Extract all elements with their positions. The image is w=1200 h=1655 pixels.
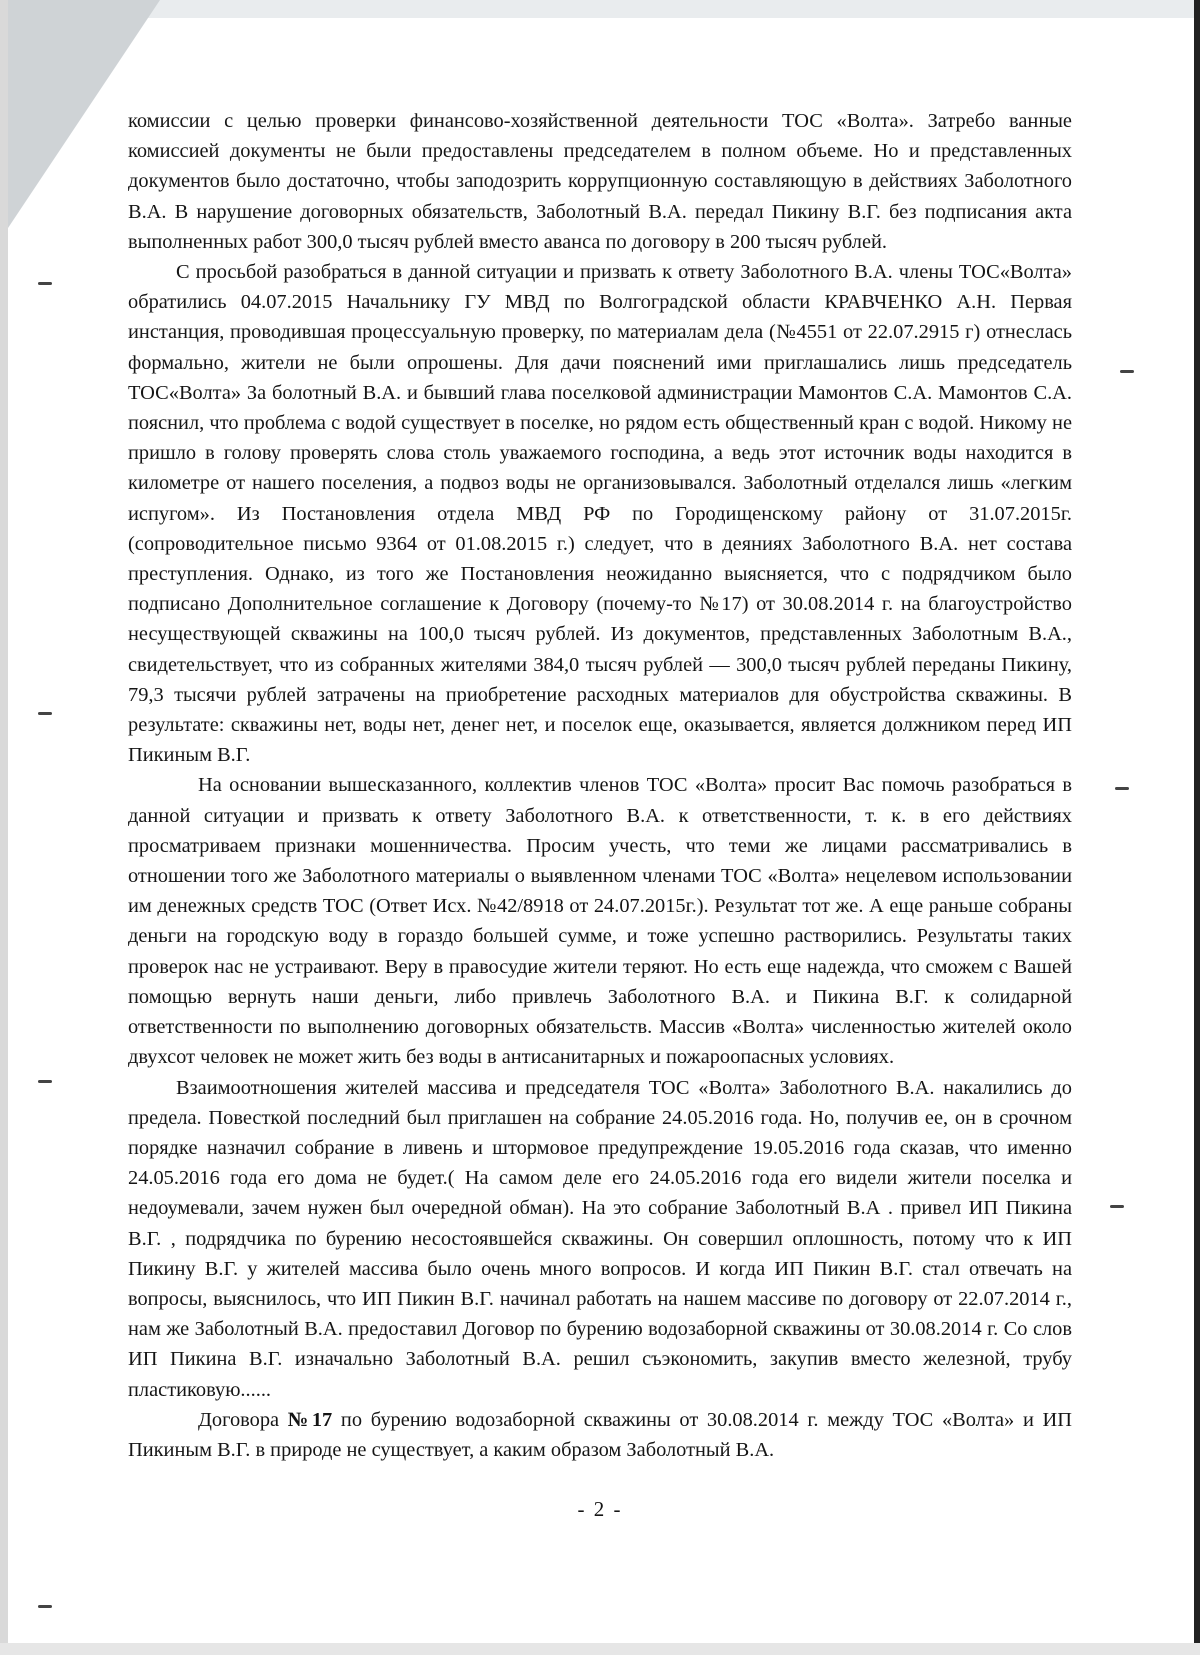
document-body: [128, 106, 1072, 1465]
paragraph-2: С просьбой разобраться в данной ситуации и призвать к ответу Заболотного В.А. члены ТОС«Волта» обратились 04.07.2015 Начальнику ГУ МВД по Волгоградской области КРАВЧЕНКО А.Н. Первая инстанция, проводившая процессуальную проверку, по материалам дела (№4551 от 22.07.2915 г) отнеслась формально, жители не были опрошены. Для дачи пояснений ими приглашались лишь председатель ТОС«Волта» За болотный В.А. и бывший глава поселковой администрации Мамонтов С.А. Мамонтов С.А. пояснил, что проблема с водой существует в поселке, но рядом есть общественный кран с водой. Никому не пришло в голову проверять слова столь уважаемого господина, а ведь этот источник воды находится в километре от нашего поселения, а подвоз воды не организовывался. Заболотный отделался лишь «легким испугом». Из Постановления отдела МВД РФ по Городищенскому району от 31.07.2015г. (сопроводительное письмо 9364 от 01.08.2015 г.) следует, что в деяниях Заболотного В.А. нет состава преступления. Однако, из того же Постановления неожиданно выясняется, что с подрядчиком было подписано Дополнительное соглашение к Договору (почему-то №17) от 30.08.2014 г. на благоустройство несуществующей скважины на 100,0 тысяч рублей. Из документов, представленных Заболотным В.А., свидетельствует, что из собранных жителями 384,0 тысяч рублей — 300,0 тысяч рублей переданы Пикину, 79,3 тысячи рублей затрачены на приобретение расходных материалов для обустройства скважины. В результате: скважины нет, воды нет, денег нет, и поселок еще, оказывается, является должником перед ИП Пикиным В.Г.: [128, 261, 1072, 767]
punch-mark: [38, 1080, 52, 1083]
punch-mark: [38, 1605, 52, 1608]
contract-number: №17: [287, 1408, 333, 1431]
paragraph-5: [128, 1405, 1072, 1465]
paragraph-5-start: Договора: [198, 1408, 288, 1431]
scan-top-strip: [0, 0, 1200, 18]
paragraph-3: На основании вышесказанного, коллектив членов ТОС «Волта» просит Вас помочь разобраться в данной ситуации и призвать к ответу Заболотного В.А. к ответственности, т. к. в его действиях просматриваем признаки мошенничества. Просим учесть, что теми же лицами рассматривались в отношении того же Заболотного материалы о выявленном членами ТОС «Волта» нецелевом использовании им денежных средств ТОС (Ответ Исх. №42/8918 от 24.07.2015г.). Результат тот же. А еще раньше собраны деньги на городскую воду в гораздо большей сумме, и тоже успешно растворились. Результаты таких проверок нас не устраивают. Веру в правосудие жители теряют. Но есть еще надежда, что сможем с Вашей помощью вернуть наши деньги, либо привлечь Заболотного В.А. и Пикина В.Г. к солидарной ответственности по выполнению договорных обязательств. Массив «Волта» численностью жителей около двухсот человек не может жить без воды в антисанитарных и пожароопасных условиях.: [128, 774, 1072, 1069]
punch-mark: [1120, 370, 1134, 373]
scan-edge-right: [1194, 0, 1200, 1655]
paragraph-5-rest: по бурению водозаборной скважины от 30.08.2014 г. между ТОС «Волта» и ИП Пикиным В.Г. в природе не существует, а каким образом Заболотный В.А.: [128, 1408, 1072, 1461]
scan-edge-left: [0, 0, 8, 1655]
paragraph-4: Взаимоотношения жителей массива и председателя ТОС «Волта» Заболотного В.А. накалились до предела. Повесткой последний был приглашен на собрание 24.05.2016 года. Но, получив ее, он в срочном порядке назначил собрание в ливень и штормовое предупреждение 19.05.2016 года сказав, что именно 24.05.2016 года его дома не будет.( На самом деле его 24.05.2016 года его видели жители поселка и недоумевали, зачем нужен был очередной обман). На это собрание Заболотный В.А . привел ИП Пикина В.Г. , подрядчика по бурению несостоявшейся скважины. Он совершил оплошность, потому что к ИП Пикину В.Г. у жителей массива было очень много вопросов. И когда ИП Пикин В.Г. стал отвечать на вопросы, выяснилось, что ИП Пикин В.Г. начинал работать на нашем массиве по договору от 22.07.2014 г., нам же Заболотный В.А. предоставил Договор по бурению водозаборной скважины от 30.08.2014 г. Со слов ИП Пикина В.Г. изначально Заболотный В.А. решил съэкономить, закупив вместо железной, трубу пластиковую......: [128, 1076, 1072, 1401]
scan-edge-bottom: [0, 1643, 1200, 1655]
page-number: - 2 -: [577, 1497, 623, 1521]
punch-mark: [38, 712, 52, 715]
punch-mark: [1110, 1205, 1124, 1208]
paragraph-1: комиссии с целью проверки финансово-хозяйственной деятельности ТОС «Волта». Затребо ванные комиссией документы не были предоставлены председателем в полном объеме. Но и представленных документов было достаточно, чтобы заподозрить коррупционную составляющую в действиях Заболотного В.А. В нарушение договорных обязательств, Заболотный В.А. передал Пикину В.Г. без подписания акта выполненных работ 300,0 тысяч рублей вместо аванса по договору в 200 тысяч рублей.: [128, 110, 1072, 253]
punch-mark: [38, 282, 52, 285]
punch-mark: [1115, 787, 1129, 790]
